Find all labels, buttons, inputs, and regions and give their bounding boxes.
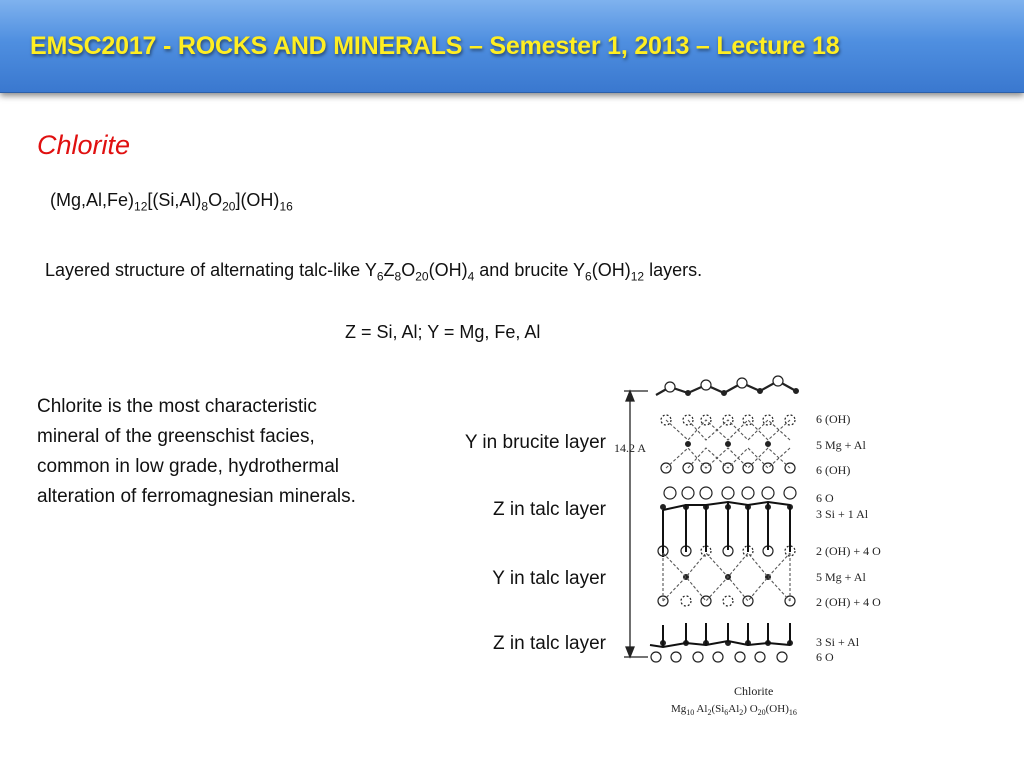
slide-title: EMSC2017 - ROCKS AND MINERALS – Semester 1, 2013 – Lecture 18 <box>30 32 840 60</box>
oxygen-atom <box>722 487 734 499</box>
oxygen-atom <box>784 487 796 499</box>
chlorite-structure-diagram <box>608 365 908 725</box>
atom-layers <box>651 376 799 662</box>
label-y-talc: Y in talc layer <box>492 568 606 589</box>
description-text: Chlorite is the most characteristic mineral of the greenschist facies, common in low grade, hydrothermal alteration of ferromagnesian minerals. <box>37 396 356 507</box>
diagram-caption-title: Chlorite <box>734 684 774 698</box>
oxygen-atom <box>671 652 681 662</box>
chemical-formula: $(Mg,Al,Fe)_{12}[(Si,Al)_8O_{20}](OH)_{16}$ <box>50 190 293 214</box>
oxygen-atom <box>723 596 733 606</box>
oxygen-atom <box>743 463 753 473</box>
cation-atom <box>766 442 771 447</box>
spacing-label: 14.2 A <box>614 441 647 455</box>
annotation-mg-al-brucite: 5 Mg + Al <box>816 438 866 452</box>
oxygen-atom <box>700 487 712 499</box>
cation-atom <box>722 391 727 396</box>
annotation-6o-bottom: 6 O <box>816 650 834 664</box>
label-z-talc-upper: Z in talc layer <box>493 499 606 520</box>
diagram-caption-formula: $Mg_{10}$ $Al_2(Si_6Al_2)$ $O_{20}(OH)_{16}$ <box>671 703 797 717</box>
cation-atom <box>686 442 691 447</box>
oxygen-atom <box>737 378 747 388</box>
annotation-oh-4o-bottom: 2 (OH) + 4 O <box>816 595 881 609</box>
oxygen-atom <box>693 652 703 662</box>
annotation-mg-al-talc: 5 Mg + Al <box>816 570 866 584</box>
oxygen-atom <box>701 596 711 606</box>
spacing-arrow <box>624 391 648 657</box>
label-y-brucite: Y in brucite layer <box>464 432 606 453</box>
oxygen-atom <box>763 463 773 473</box>
annotation-3si-1al: 3 Si + 1 Al <box>816 507 869 521</box>
oxygen-atom <box>735 652 745 662</box>
oxygen-atom <box>755 652 765 662</box>
annotation-oh-4o-top: 2 (OH) + 4 O <box>816 544 881 558</box>
annotation-oh-bottom: 6 (OH) <box>816 463 851 477</box>
oxygen-atom <box>763 415 773 425</box>
oxygen-atom <box>762 487 774 499</box>
annotation-3si-al: 3 Si + Al <box>816 635 860 649</box>
layer-structure-sentence: Layered structure of alternating talc-like $Y_6Z_8O_{20}(OH)_4$ and brucite $Y_6(OH)_{12}$ layers. <box>45 260 703 284</box>
oxygen-atom <box>682 487 694 499</box>
cation-atom <box>794 389 799 394</box>
annotation-6o-top: 6 O <box>816 491 834 505</box>
cation-atom <box>686 391 691 396</box>
cation-atom <box>758 389 763 394</box>
oxygen-atom <box>664 487 676 499</box>
oxygen-atom <box>665 382 675 392</box>
oxygen-atom <box>777 652 787 662</box>
oxygen-atom <box>701 380 711 390</box>
element-definition: Z = Si, Al; Y = Mg, Fe, Al <box>345 322 541 342</box>
oxygen-atom <box>742 487 754 499</box>
oxygen-atom <box>773 376 783 386</box>
cation-atom <box>726 442 731 447</box>
layer-annotations <box>816 412 881 664</box>
label-z-talc-lower: Z in talc layer <box>493 633 606 654</box>
slide-heading: Chlorite <box>37 130 131 160</box>
title-bar <box>0 0 1024 93</box>
oxygen-atom <box>713 652 723 662</box>
oxygen-atom <box>681 596 691 606</box>
oxygen-atom <box>743 596 753 606</box>
annotation-oh-top: 6 (OH) <box>816 412 851 426</box>
oxygen-atom <box>651 652 661 662</box>
oxygen-atom <box>743 415 753 425</box>
